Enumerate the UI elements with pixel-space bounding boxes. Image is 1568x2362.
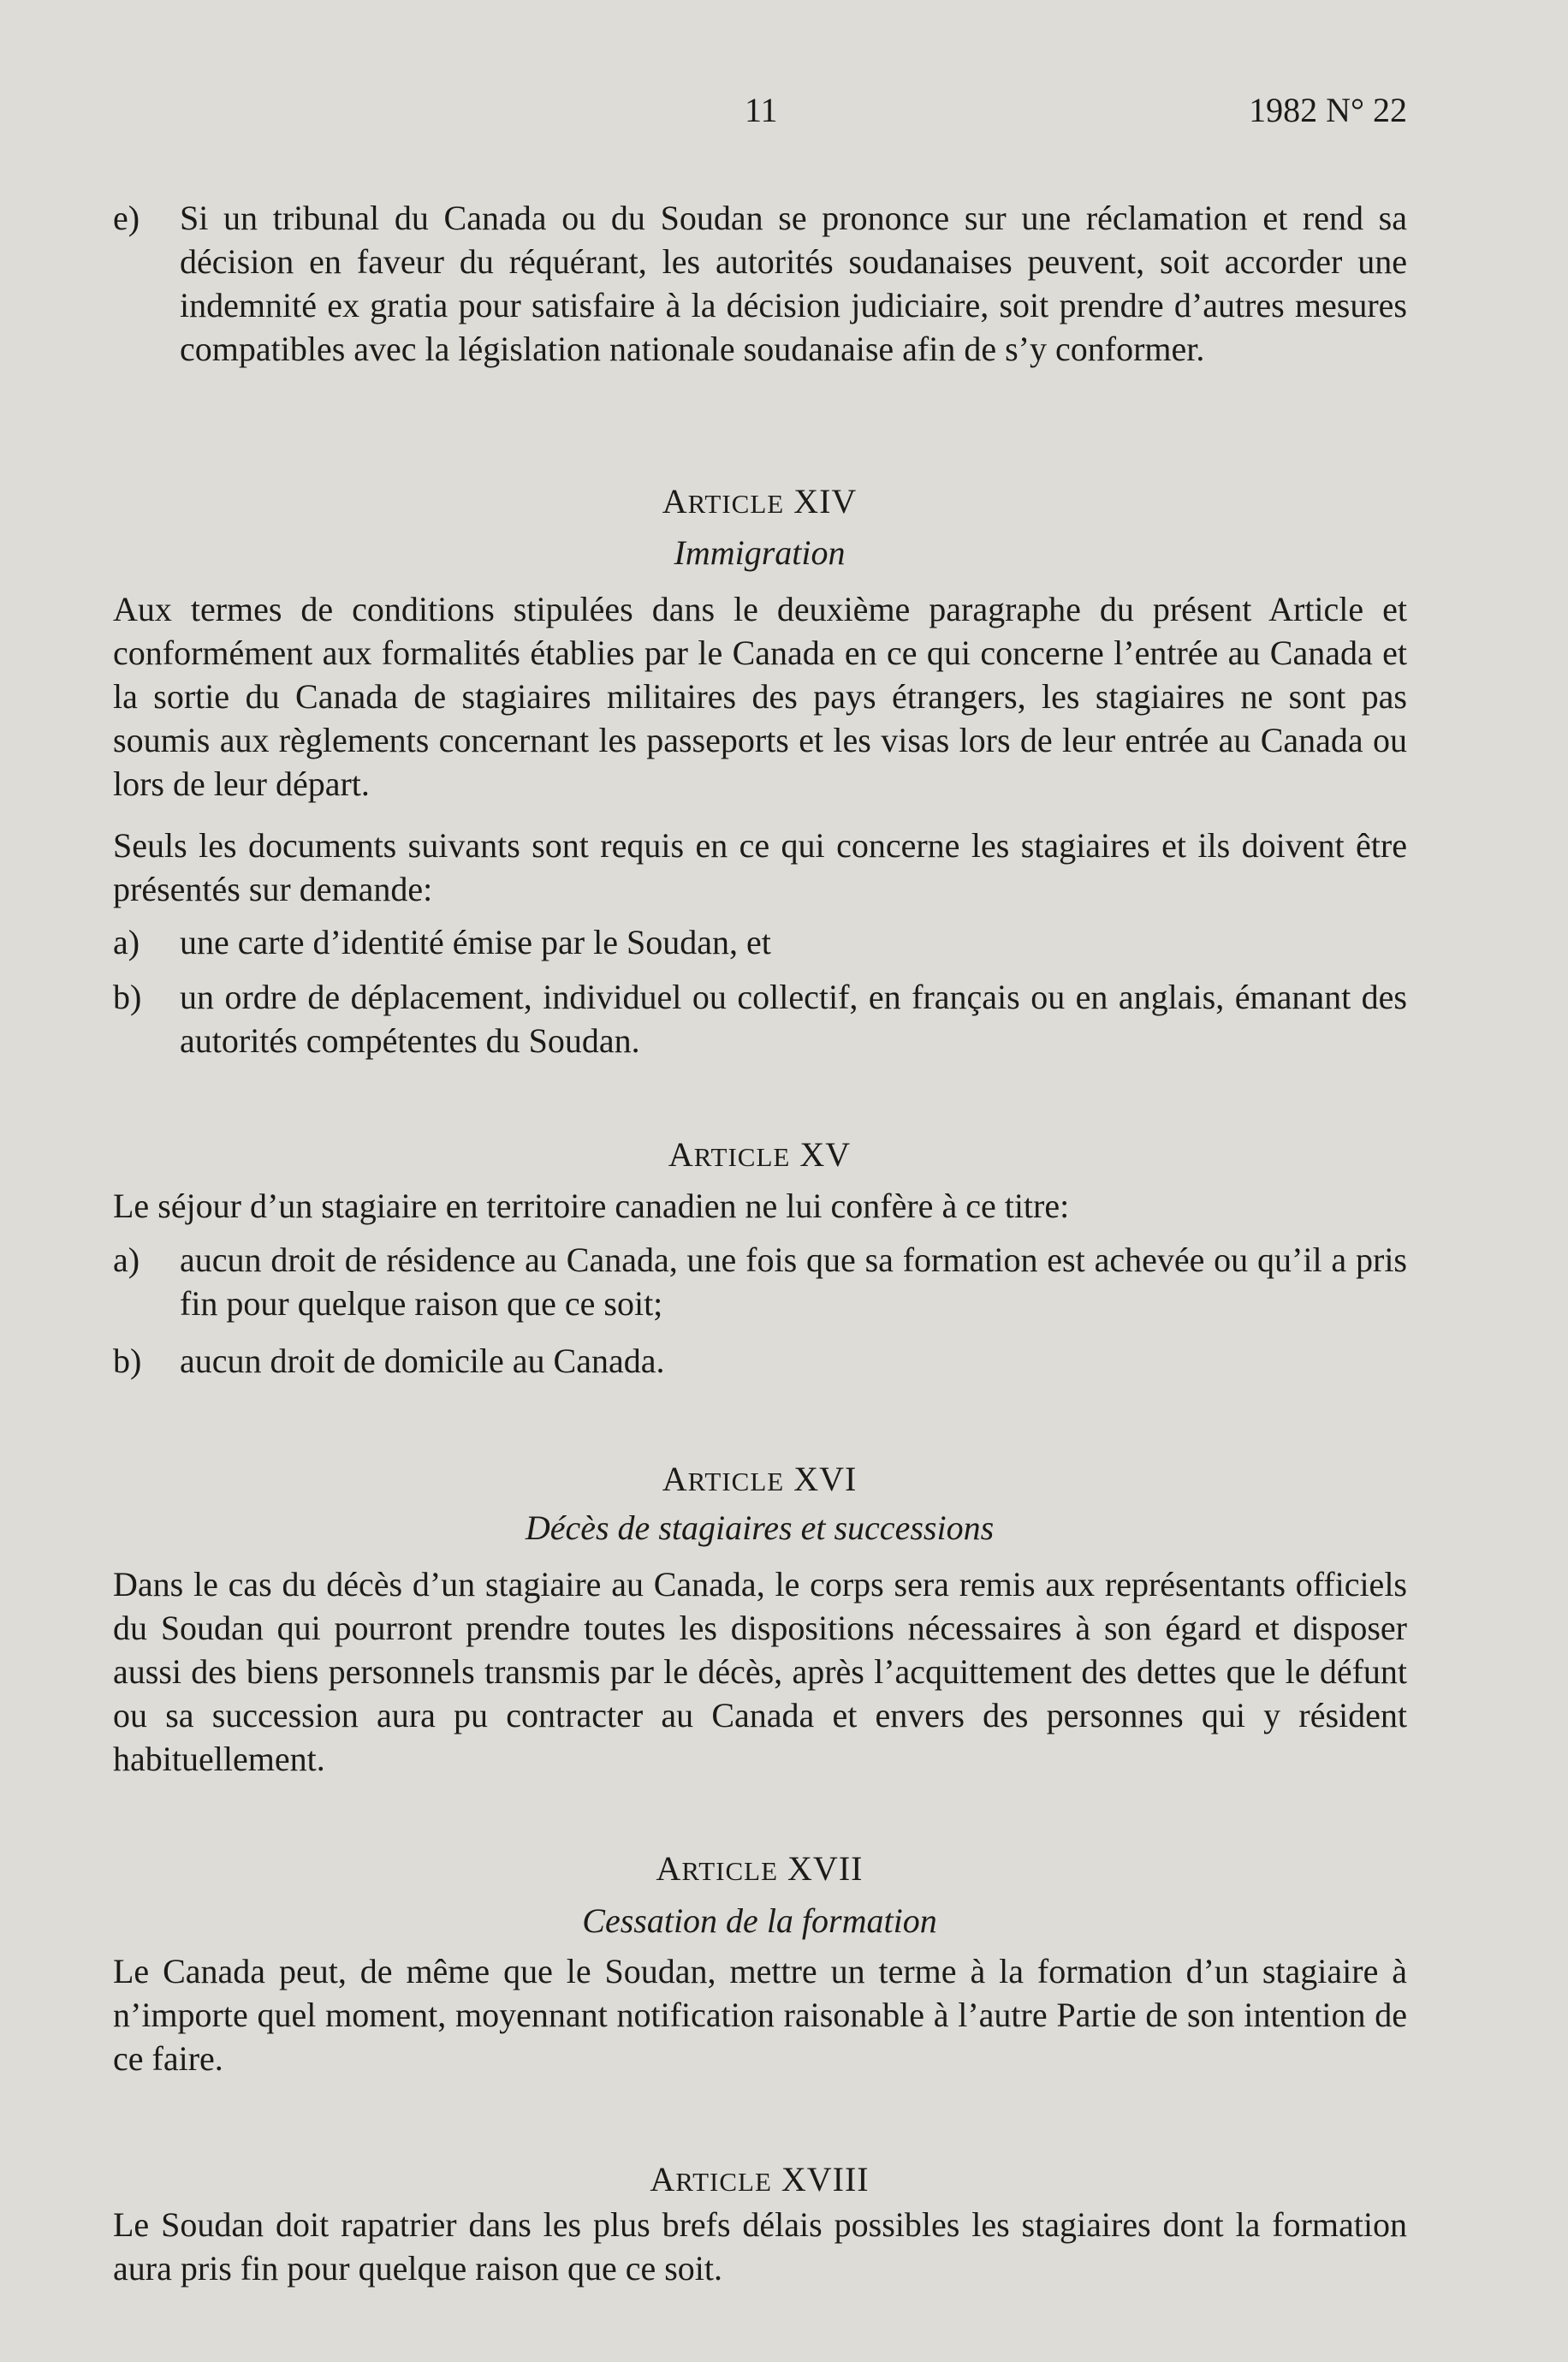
article-heading-xvi: ARTICLE XVI [662, 1460, 858, 1498]
paragraph-e [113, 196, 1407, 371]
page-number: 11 [745, 91, 778, 129]
article-heading-xviii: ARTICLE XVIII [650, 2160, 870, 2198]
item-text: aucun droit de domicile au Canada. [180, 1342, 665, 1380]
article-xiv-paragraph-1: Aux termes de conditions stipulées dans le deuxième paragraphe du présent Article et conformément aux formalités établies par le Canada en ce qui concerne l’entrée au Canada et la sortie du Canada de stagiaires militaires des pays étrangers, les stagiaires ne sont pas soumis aux règlements concernant les passeports et les visas lors de leur entrée au Canada ou lors de leur départ. [113, 590, 1407, 803]
article-xviii-paragraph-1: Le Soudan doit rapatrier dans les plus brefs délais possibles les stagiaires dont la formation aura pris fin pour quelque raison que ce soit. [113, 2205, 1407, 2288]
list-item [113, 920, 1407, 964]
item-label: b) [113, 1342, 142, 1380]
item-label: a) [113, 1240, 140, 1279]
article-xvi-paragraph-1: Dans le cas du décès d’un stagiaire au Canada, le corps sera remis aux représentants officiels du Soudan qui pourront prendre toutes les dispositions nécessaires à son égard et disposer aussi des biens personnels transmis par le décès, après l’acquittement des dettes que le défunt ou sa succession aura pu contracter au Canada et envers des personnes qui y résident habituellement. [113, 1565, 1407, 1778]
item-label: a) [113, 923, 140, 961]
document-reference: 1982 N° 22 [1249, 91, 1407, 129]
list-item [113, 1238, 1407, 1325]
article-subtitle-xiv: Immigration [674, 533, 846, 572]
article-xvii-paragraph-1: Le Canada peut, de même que le Soudan, mettre un terme à la formation d’un stagiaire à n’importe quel moment, moyennant notification raisonable à l’autre Partie de son intention de ce faire. [113, 1952, 1407, 2078]
article-xiv-paragraph-2: Seuls les documents suivants sont requis en ce qui concerne les stagiaires et ils doivent être présentés sur demande: [113, 826, 1407, 908]
list-item [113, 975, 1407, 1062]
item-label: e) [113, 199, 140, 237]
item-text: une carte d’identité émise par le Soudan, et [180, 923, 771, 961]
item-text: aucun droit de résidence au Canada, une fois que sa formation est achevée ou qu’il a pris fin pour quelque raison que ce soit; [180, 1240, 1407, 1323]
item-text: un ordre de déplacement, individuel ou collectif, en français ou en anglais, émanant des autorités compétentes du Soudan. [180, 978, 1407, 1060]
article-heading-xvii: ARTICLE XVII [656, 1849, 864, 1888]
article-heading-xiv: ARTICLE XIV [662, 482, 858, 521]
list-item [113, 1339, 1407, 1383]
article-heading-xv: ARTICLE XV [668, 1135, 852, 1174]
article-subtitle-xvii: Cessation de la formation [582, 1901, 937, 1940]
article-xv-intro: Le séjour d’un stagiaire en territoire canadien ne lui confère à ce titre: [113, 1187, 1070, 1225]
article-subtitle-xvi: Décès de stagiaires et successions [525, 1508, 995, 1547]
item-text: Si un tribunal du Canada ou du Soudan se prononce sur une réclamation et rend sa décision en faveur du réquérant, les autorités soudanaises peuvent, soit accorder une indemnité ex gratia pour satisfaire à la décision judiciaire, soit prendre d’autres mesures compatibles avec la législation nationale soudanaise afin de s’y conformer. [180, 199, 1407, 368]
item-label: b) [113, 978, 142, 1016]
